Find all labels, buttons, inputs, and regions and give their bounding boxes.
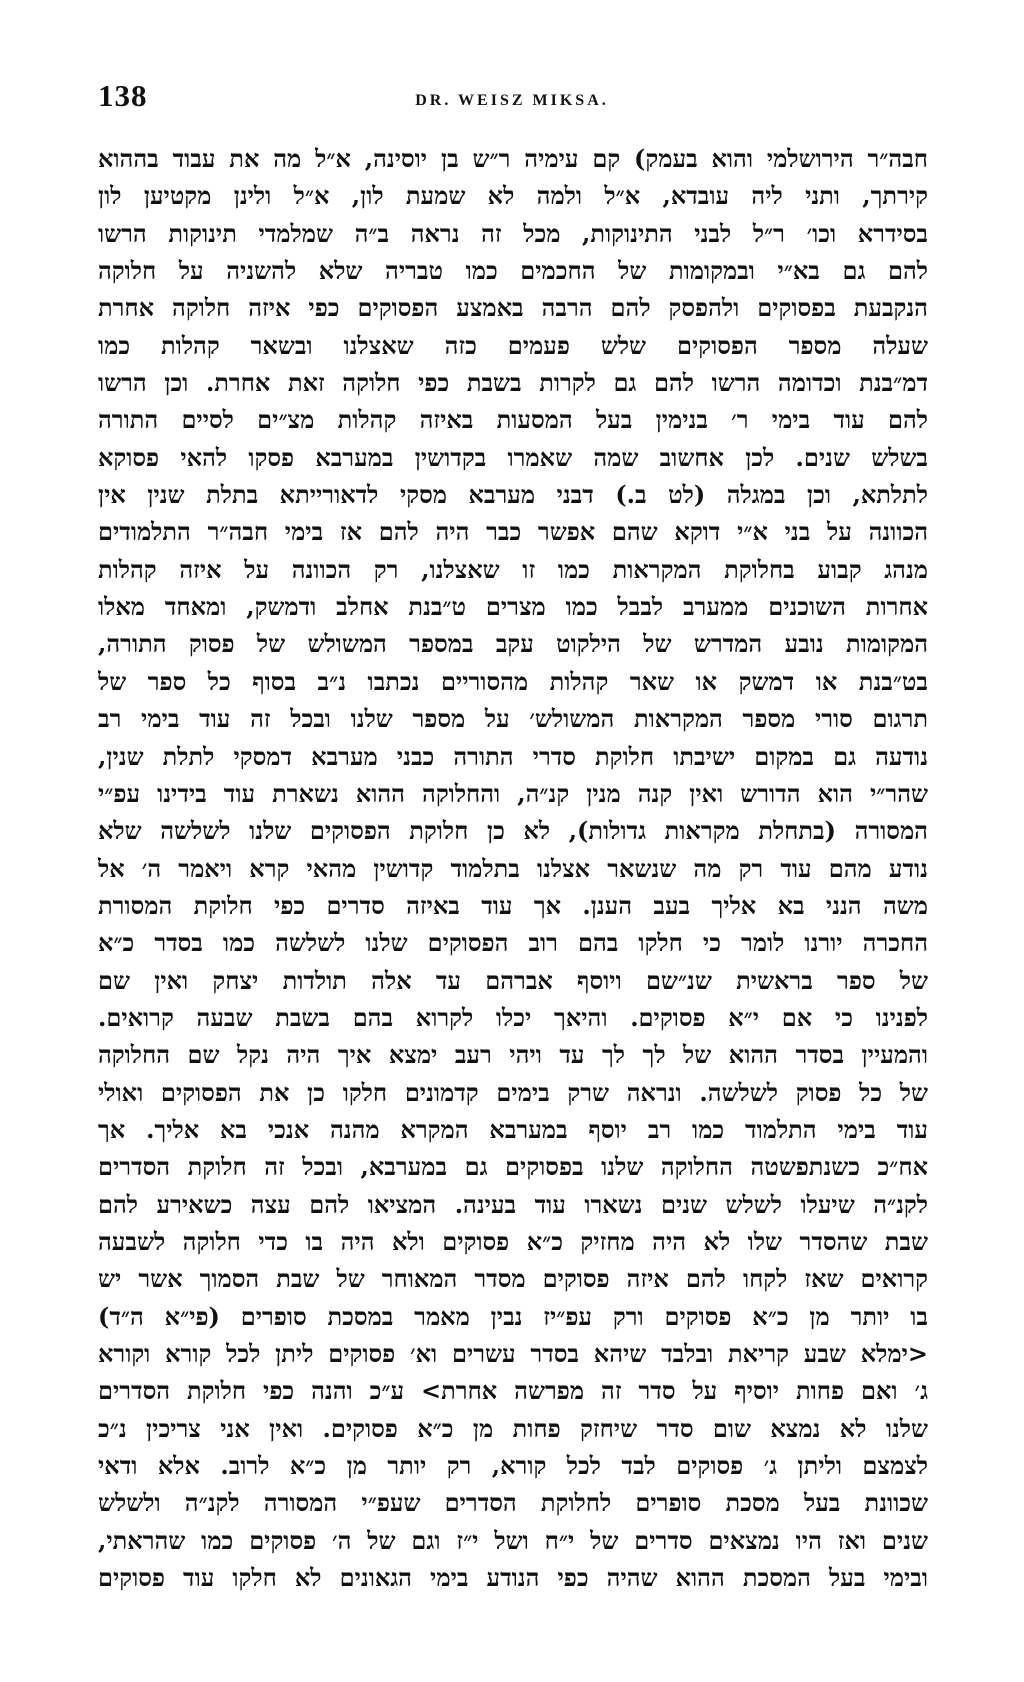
text-line: עוד בימי התלמוד כמו רב יוסף במערבא המקרא מהנה אנכי בא אליך. אך	[98, 1114, 928, 1144]
text-line: ובימי בעל המסכת ההוא שהיה כפי הנודע בימי הגאונים לא חלקו עוד פסוקים	[98, 1563, 928, 1593]
text-line: חבה״ר הירושלמי והוא בעמק) קם עימיה ר״ש בן יוסינה, א״ל מה את עבוד בההוא	[98, 144, 928, 173]
text-line: לתלתא, וכן במגלה (לט ב.) דבני מערבא מסקי לדאורייתא בתלת שנין אין	[98, 480, 928, 510]
running-title: DR. WEISZ MIKSA.	[415, 92, 609, 109]
text-line: תרגום סורי מספר המקראות המשולש׳ על מספר שלנו ובכל זה עוד בימי רב	[98, 704, 928, 734]
text-line: בט״בנת או דמשק או שאר קהלות מהסוריים נכתבו נ״ב בסוף כל ספר של	[98, 666, 928, 696]
text-line: <ימלא שבע קריאת ובלבד שיהא בסדר עשרים וא׳ פסוקים ליתן לכל קורא וקורא	[98, 1339, 928, 1368]
text-line: מנהג קבוע בחלוקת המקראות כמו זו שאצלנו, רק הכוונה על איזה קהלות	[98, 554, 928, 584]
text-line: קירתך, ותני ליה עובדא, א״ל ולמה לא שמעת לון, א״ל ולינן מקטיען לון	[98, 181, 928, 211]
text-line: אח״כ כשנתפשטה החלוקה שלנו בפסוקים גם במערבא, ובכל זה חלוקת הסדרים	[98, 1152, 928, 1182]
text-line: שנים ואז היו נמצאים סדרים של י״ח ושל י״ז וגם של ה׳ פסוקים כמו שהראתי,	[98, 1525, 928, 1555]
text-line: משה הנני בא אליך בעב הענן. אך עוד באיזה סדרים כפי חלוקת המסורת	[98, 890, 928, 920]
text-line: המסורה (בתחלת מקראות גדולות), לא כן חלוקת הפסוקים שלנו לשלשה שלא	[98, 816, 928, 846]
text-line: בשלש שנים. לכן אחשוב שמה שאמרו בקדושין במערבא פסקו להאי פסוקא	[98, 442, 928, 472]
text-line: ג׳ ואם פחות יוסיף על סדר זה מפרשה אחרת> ע״כ והנה כפי חלוקת הסדרים	[98, 1376, 928, 1406]
text-line: נודע מהם עוד רק מה שנשאר אצלנו בתלמוד קדושין מהאי קרא ויאמר ה׳ אל	[98, 853, 928, 883]
text-line: בסידרא וכו׳ ר״ל לבני התינוקות, מכל זה נראה ב״ה שמלמדי תינוקות הרשו	[98, 218, 928, 248]
text-line: לפנינו כי אם י״א פסוקים. והיאך יכלו לקרוא בהם בשבת שבעה קרואים.	[98, 1002, 928, 1032]
text-line: נודעה גם במקום ישיבתו חלוקת סדרי התורה כבני מערבא דמסקי לתלת שנין,	[98, 741, 928, 771]
text-line: הכוונה על בני א״י דוקא שהם אפשר כבר היה להם אז בימי חבה״ר התלמודים	[98, 517, 928, 547]
text-line: של ספר בראשית שנ״שם ויוסף אברהם עד אלה תולדות יצחק ואין שם	[98, 965, 928, 995]
text-line: החכרה יורנו לומר כי חלקו בהם רוב הפסוקים שלנו לשלשה כמו בסדר כ״א	[98, 928, 928, 958]
page-number: 138	[98, 78, 148, 113]
text-line: בו יותר מן כ״א פסוקים ורק עפ״יז נבין מאמר במסכת סופרים (פי״א ה״ד)	[98, 1301, 928, 1331]
text-line: אחרות השוכנים ממערב לבבל כמו מצרים ט״בנת אחלב ודמשק, ומאחד מאלו	[98, 592, 928, 622]
text-line: להם גם בא״י ובמקומות של החכמים כמו טבריה שלא להשניה על חלוקה	[98, 256, 928, 286]
text-line: שכוונת בעל מסכת סופרים לחלוקת הסדרים שעפ״י המסורה לקנ״ה ולשלש	[98, 1488, 928, 1518]
text-line: שבת שהסדר שלו לא היה מחזיק כ״א פסוקים ולא היה בו כדי חלוקה לשבעה	[98, 1226, 928, 1256]
text-line: קרואים שאז לקחו להם איזה פסוקים מסדר המאוחר של שבת הסמוך אשר יש	[98, 1264, 928, 1294]
text-line: שעלה מספר הפסוקים שלש פעמים כזה שאצלנו ובשאר קהלות כמו	[98, 330, 928, 360]
body-text	[98, 140, 928, 1596]
text-line: לצמצם וליתן ג׳ פסוקים לבד לכל קורא, רק יותר מן כ״א לרוב. אלא ודאי	[98, 1451, 928, 1481]
text-line: להם עוד בימי ר׳ בנימין בעל המסעות באיזה קהלות מצ״ים לסיים התורה	[98, 405, 928, 435]
text-line: לקנ״ה שיעלו לשלש שנים נשארו עוד בעינה. המציאו להם עצה כשאירע להם	[98, 1189, 928, 1219]
text-line: שלנו לא נמצא שום סדר שיחזק פחות מן כ״א פסוקים. ואין אני צריכין נ״כ	[98, 1413, 928, 1443]
text-line: הנקבעת בפסוקים ולהפסק להם הרבה באמצע הפסוקים כפי איזה חלוקה אחרת	[98, 293, 928, 323]
text-line: של כל פסוק לשלשה. ונראה שרק בימים קדמונים חלקו כן את הפסוקים ואולי	[98, 1077, 928, 1107]
text-line: והמעיין בסדר ההוא של לך לך עד ויהי רעב ימצא איך היה נקל שם החלוקה	[98, 1040, 928, 1070]
text-line: דמ״בנת וכדומה הרשו להם גם לקרות בשבת כפי חלוקה זאת אחרת. וכן הרשו	[98, 368, 928, 398]
text-line: שהר״י הוא הדורש ואין קנה מנין קנ״ה, והחלוקה ההוא נשארת עוד בידינו עפ״י	[98, 778, 928, 808]
text-line: המקומות נובע המדרש של הילקוט עקב במספר המשולש של פסוק התורה,	[98, 629, 928, 659]
page-header	[98, 78, 926, 118]
